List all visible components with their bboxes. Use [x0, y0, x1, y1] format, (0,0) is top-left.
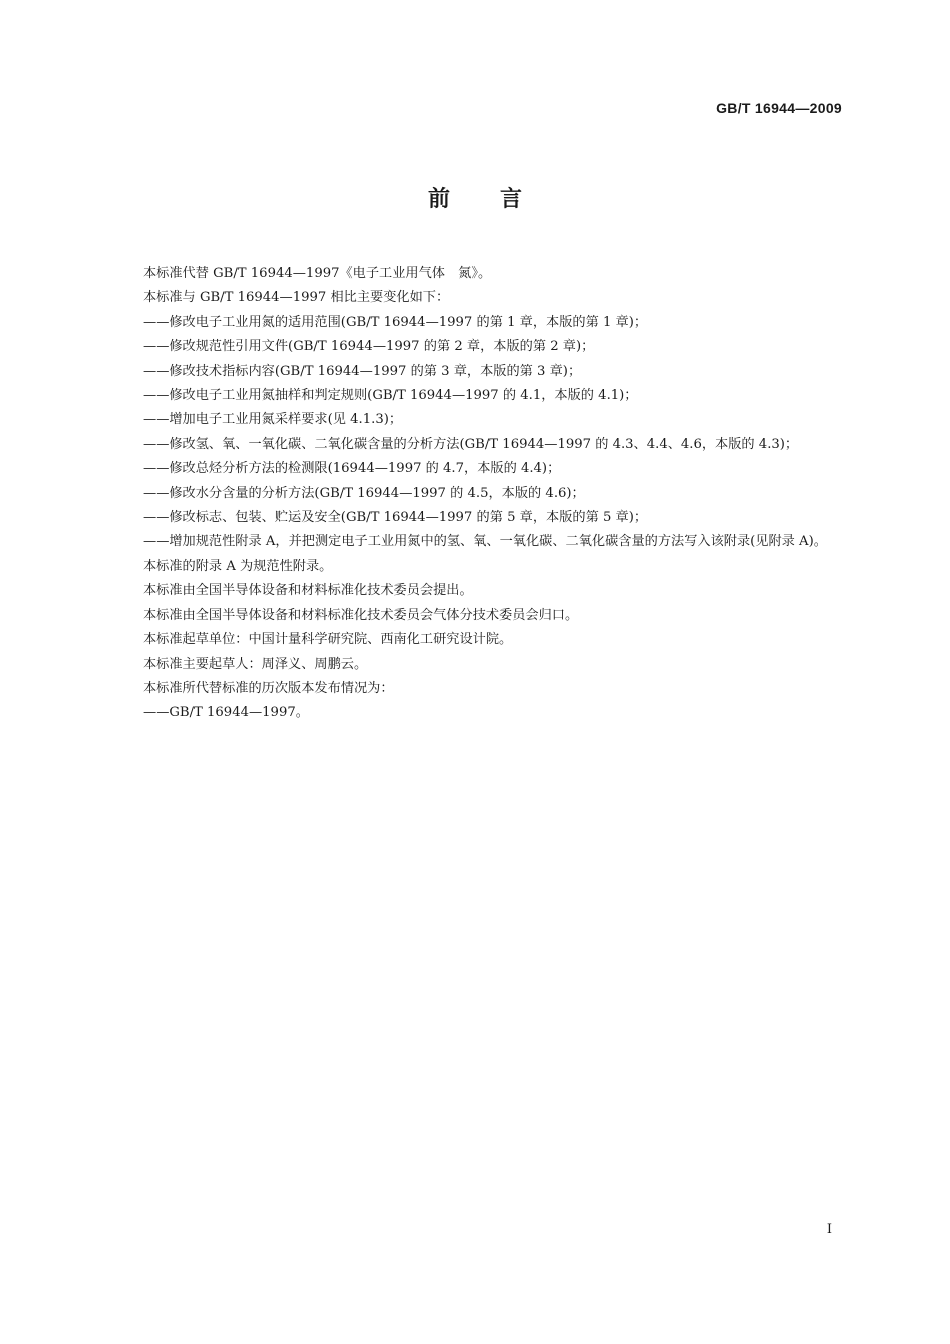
standard-code: GB/T 16944—2009 [716, 100, 842, 116]
paragraph: 本标准起草单位：中国计量科学研究院、西南化工研究设计院。 [143, 632, 513, 648]
paragraph: 本标准代替 GB/T 16944—1997《电子工业用气体 氮》。 [143, 266, 492, 281]
paragraph: 本标准所代替标准的历次版本发布情况为： [143, 680, 394, 696]
change-item: ——修改氢、氧、一氧化碳、二氧化碳含量的分析方法(GB/T 16944—1997 的 4.3、4.4、4.6，本版的 4.3)； [143, 436, 799, 452]
change-item: ——修改电子工业用氮的适用范围(GB/T 16944—1997 的第 1 章，本版的第 1 章)； [143, 314, 648, 330]
change-item: ——增加规范性附录 A，并把测定电子工业用氮中的氢、氧、一氧化碳、二氧化碳含量的方法写入该附录(见附录 A)。 [143, 534, 827, 550]
change-item: ——修改规范性引用文件(GB/T 16944—1997 的第 2 章，本版的第 2 章)； [143, 339, 595, 355]
change-item: ——修改水分含量的分析方法(GB/T 16944—1997 的 4.5，本版的 4.6)； [143, 485, 585, 501]
change-item: ——修改标志、包装、贮运及安全(GB/T 16944—1997 的第 5 章，本版的第 5 章)； [143, 510, 648, 526]
change-item: ——修改技术指标内容(GB/T 16944—1997 的第 3 章，本版的第 3 章)； [143, 363, 582, 379]
history-item: ——GB/T 16944—1997。 [143, 705, 309, 721]
paragraph: 本标准的附录 A 为规范性附录。 [143, 558, 333, 574]
page-number: I [826, 1222, 832, 1237]
change-item: ——增加电子工业用氮采样要求(见 4.1.3)； [143, 412, 403, 428]
paragraph: 本标准主要起草人：周泽义、周鹏云。 [143, 656, 368, 672]
change-item: ——修改电子工业用氮抽样和判定规则(GB/T 16944—1997 的 4.1，本版的 4.1)； [143, 388, 638, 404]
paragraph: 本标准由全国半导体设备和材料标准化技术委员会气体分技术委员会归口。 [143, 607, 579, 623]
foreword-content [143, 262, 847, 726]
page-title: 前言 [427, 187, 572, 212]
change-item: ——修改总烃分析方法的检测限(16944—1997 的 4.7，本版的 4.4)； [143, 461, 561, 477]
paragraph: 本标准由全国半导体设备和材料标准化技术委员会提出。 [143, 583, 473, 599]
paragraph: 本标准与 GB/T 16944—1997 相比主要变化如下： [143, 290, 450, 306]
